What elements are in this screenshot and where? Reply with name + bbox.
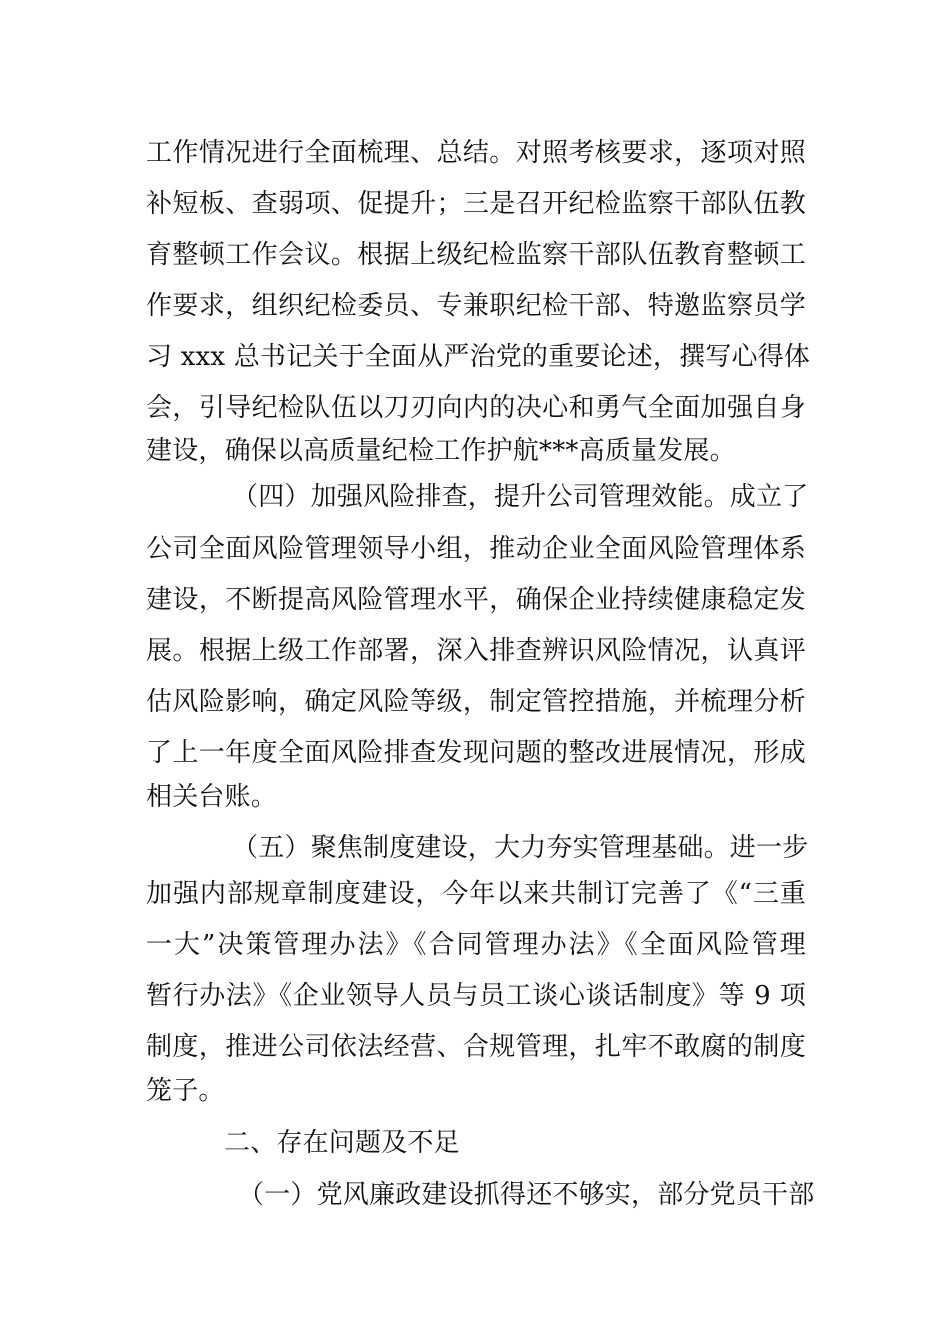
paragraph-line-13: 了上一年度全面风险排查发现问题的整改进展情况，形成 <box>146 738 806 768</box>
paragraph-line-18: 暂行办法》《企业领导人员与员工谈心谈话制度》等 9 项 <box>146 981 806 1011</box>
paragraph-line-14: 相关台账。 <box>146 782 278 812</box>
paragraph-line-16: 加强内部规章制度建设，今年以来共制订完善了《“三重 <box>146 879 806 909</box>
paragraph-line-2: 补短板、查弱项、促提升；三是召开纪检监察干部队伍教 <box>146 189 806 219</box>
paragraph-line-11: 展。根据上级工作部署，深入排查辨识风险情况，认真评 <box>146 636 806 666</box>
paragraph-line-4: 作要求，组织纪检委员、专兼职纪检干部、特邀监察员学 <box>146 291 806 321</box>
paragraph-line-20: 笼子。 <box>146 1076 225 1106</box>
paragraph-line-9: 公司全面风险管理领导小组，推动企业全面风险管理体系 <box>146 534 806 564</box>
paragraph-line-3: 育整顿工作会议。根据上级纪检监察干部队伍教育整顿工 <box>146 240 806 270</box>
paragraph-line-7: 建设，确保以高质量纪检工作护航***高质量发展。 <box>146 436 736 466</box>
subsection-heading-one: （一）党风廉政建设抓得还不够实，部分党员干部 <box>238 1180 815 1210</box>
section-heading-four: （四）加强风险排查，提升公司管理效能。成立了 <box>232 482 809 512</box>
paragraph-line-17: 一大”决策管理办法》《合同管理办法》《全面风险管理 <box>146 930 806 960</box>
paragraph-line-6: 会，引导纪检队伍以刀刃向内的决心和勇气全面加强自身 <box>146 393 806 423</box>
section-heading-two: 二、存在问题及不足 <box>224 1128 460 1158</box>
paragraph-line-10: 建设，不断提高风险管理水平，确保企业持续健康稳定发 <box>146 585 806 615</box>
paragraph-line-1: 工作情况进行全面梳理、总结。对照考核要求，逐项对照 <box>146 138 806 168</box>
paragraph-line-12: 估风险影响，确定风险等级，制定管控措施，并梳理分析 <box>146 687 806 717</box>
section-heading-five: （五）聚焦制度建设，大力夯实管理基础。进一步 <box>232 833 809 863</box>
paragraph-line-5: 习 xxx 总书记关于全面从严治党的重要论述，撰写心得体 <box>146 342 811 372</box>
paragraph-line-19: 制度，推进公司依法经营、合规管理，扎牢不敢腐的制度 <box>146 1032 806 1062</box>
